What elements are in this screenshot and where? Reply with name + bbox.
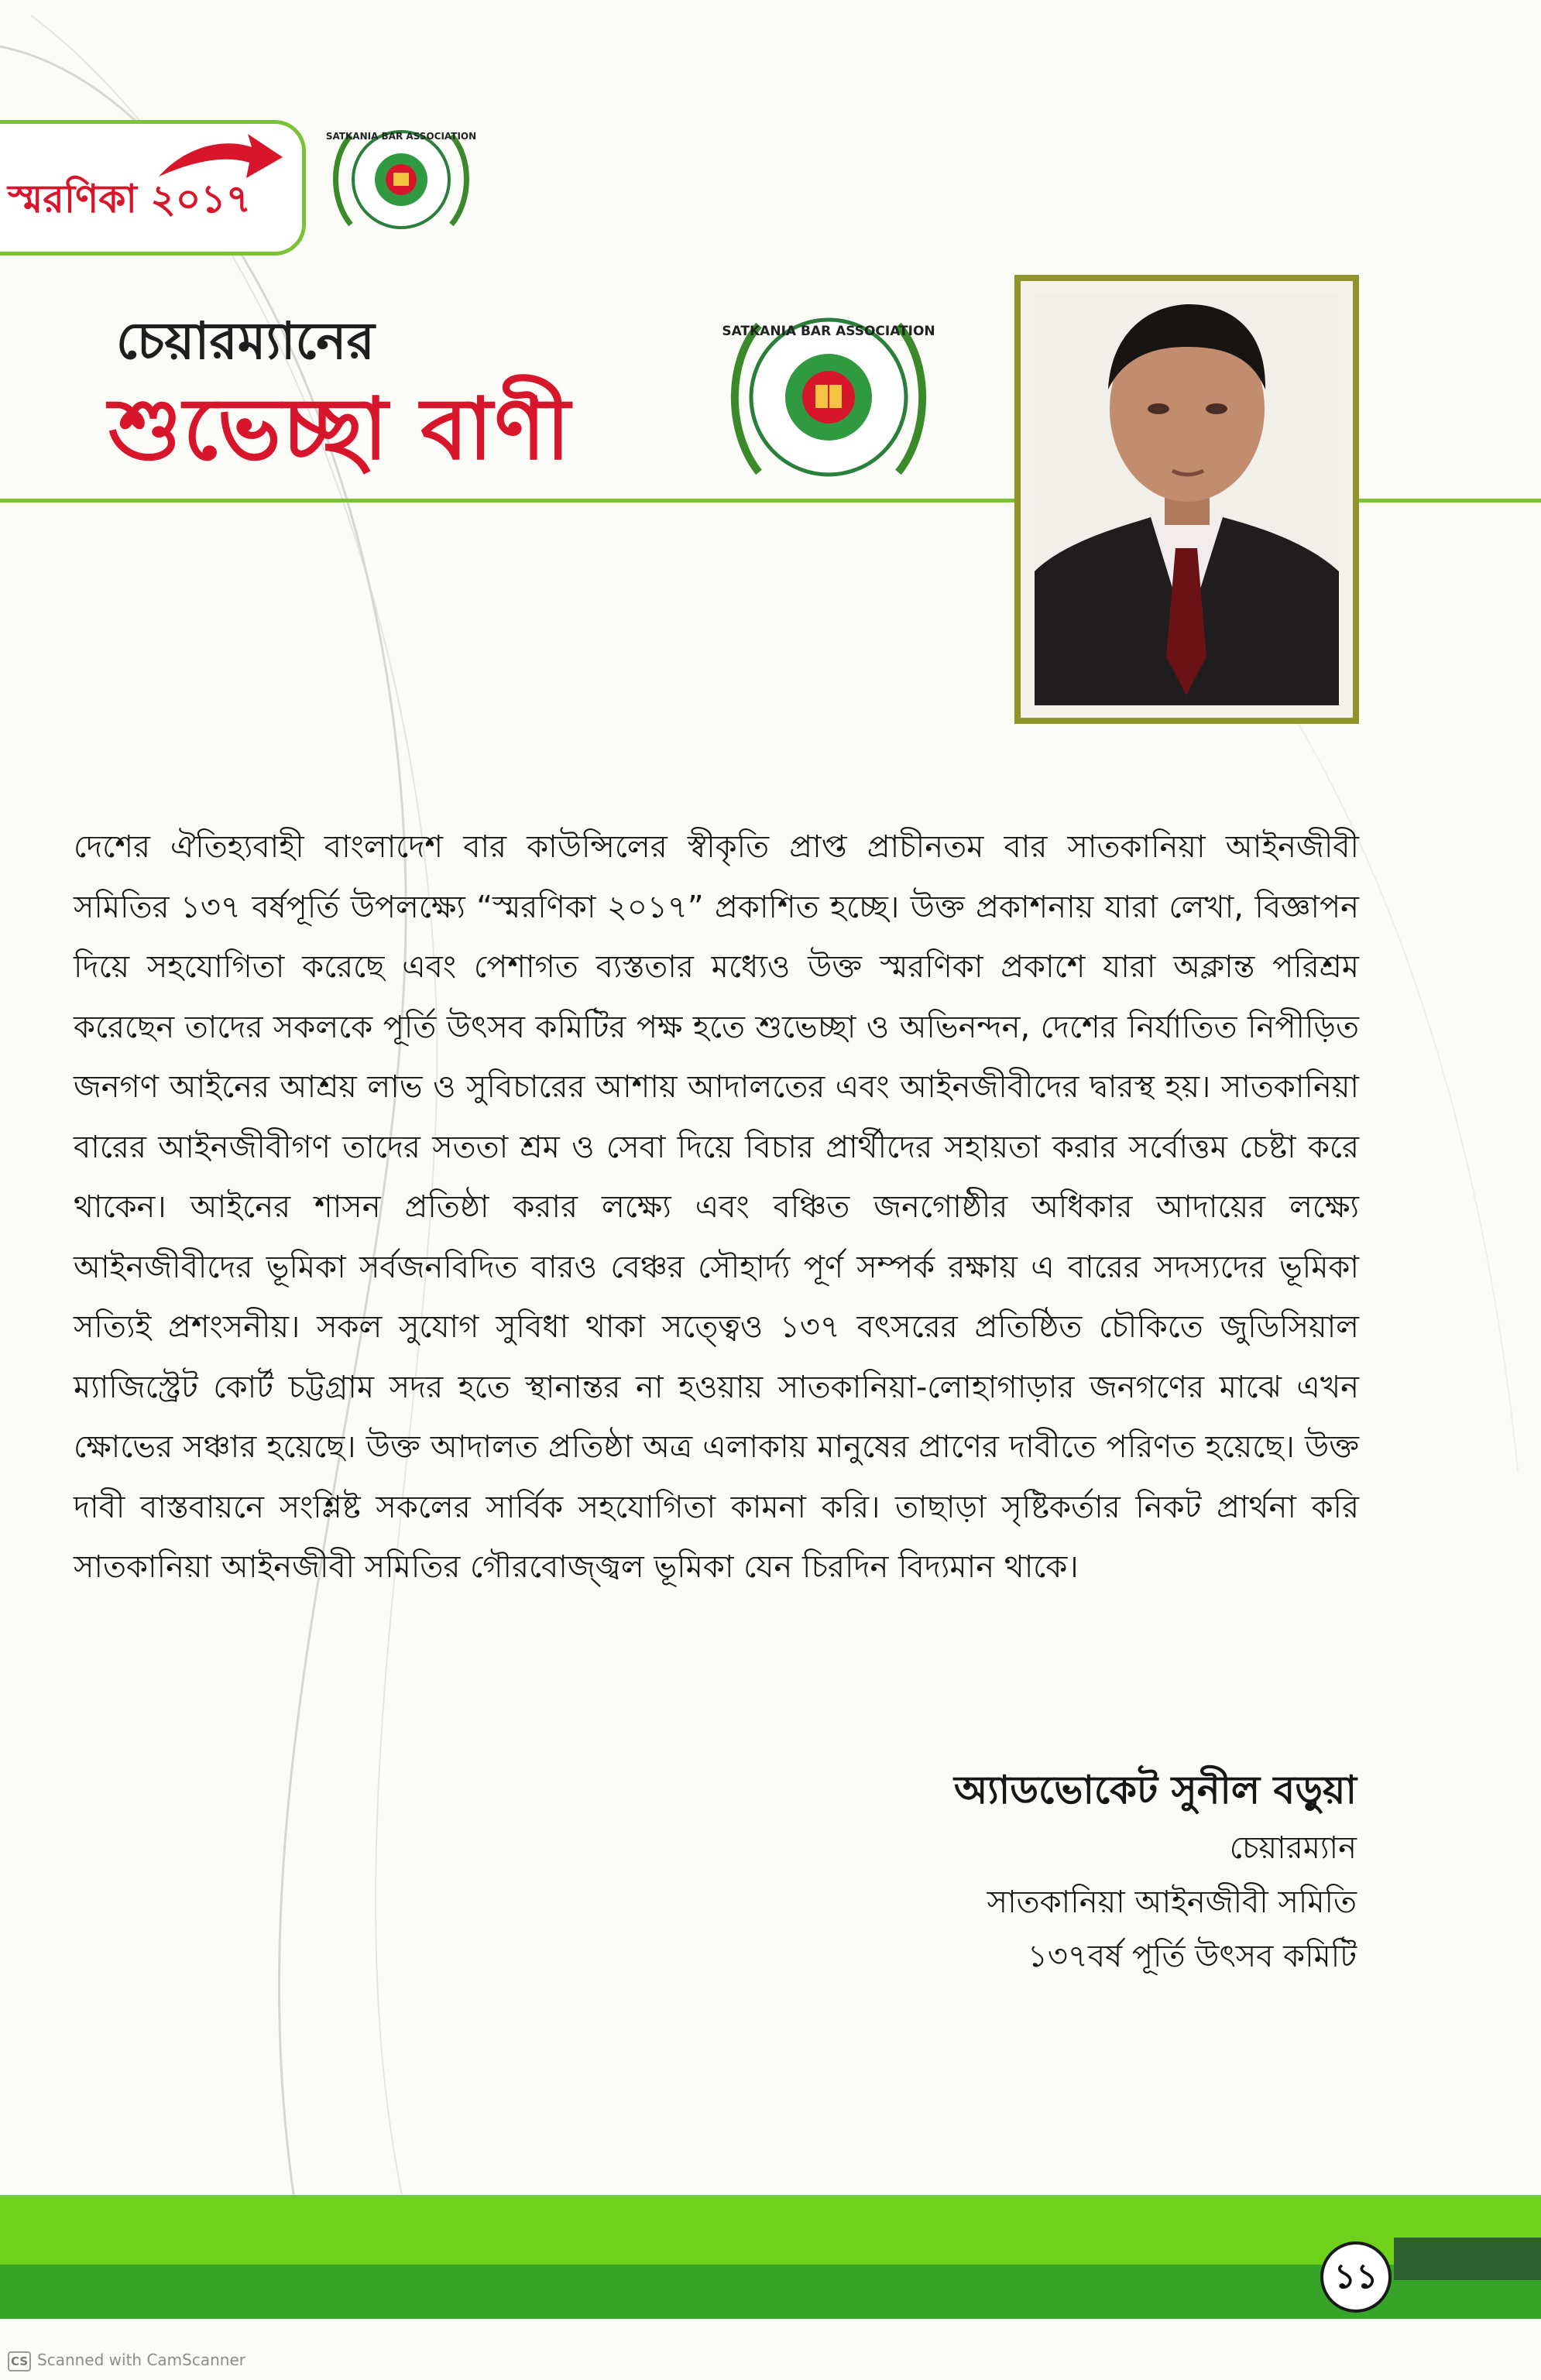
svg-text:SATKANIA BAR ASSOCIATION: SATKANIA BAR ASSOCIATION — [325, 131, 477, 142]
signatory-name: অ্যাডভোকেট সুনীল বড়ুয়া — [954, 1768, 1357, 1812]
page-number: ১১ — [1320, 2241, 1392, 2313]
svg-text:SATKANIA BAR ASSOCIATION: SATKANIA BAR ASSOCIATION — [722, 324, 935, 339]
heading-title: শুভেচ্ছা বাণী — [108, 379, 572, 478]
portrait-frame — [1014, 275, 1359, 724]
souvenir-badge — [0, 120, 306, 255]
message-body: দেশের ঐতিহ্যবাহী বাংলাদেশ বার কাউন্সিলের স্বীকৃতি প্রাপ্ত প্রাচীনতম বার সাতকানিয়া আইনজীবী সমিতির ১৩৭ বর্ষপূর্তি উপলক্ষ্যে “স্মরণিকা ২০১৭” প্রকাশিত হচ্ছে। উক্ত প্রকাশনায় যারা লেখা, বিজ্ঞাপন দিয়ে সহযোগিতা করেছে এবং পেশাগত ব্যস্ততার মধ্যেও উক্ত স্মরণিকা প্রকাশে যারা অক্লান্ত পরিশ্রম করেছেন তাদের সকলকে পূর্তি উৎসব কমিটির পক্ষ হতে শুভেচ্ছা ও অভিনন্দন, দেশের নির্যাতিত নিপীড়িত জনগণ আইনের আশ্রয় লাভ ও সুবিচারের আশায় আদালতের এবং আইনজীবীদের দ্বারস্থ হয়। সাতকানিয়া বারের আইনজীবীগণ তাদের সততা শ্রম ও সেবা দিয়ে বিচার প্রার্থীদের সহায়তা করার সর্বোত্তম চেষ্টা করে থাকেন। আইনের শাসন প্রতিষ্ঠা করার লক্ষ্যে এবং বঞ্চিত জনগোষ্ঠীর অধিকার আদায়ের লক্ষ্যে আইনজীবীদের ভূমিকা সর্বজনবিদিত বারও বেঞ্চর সৌহার্দ্য পূর্ণ সম্পর্ক রক্ষায় এ বারের সদস্যদের ভূমিকা সত্যিই প্রশংসনীয়। সকল সুযোগ সুবিধা থাকা সত্ত্বেও ১৩৭ বৎসরের প্রতিষ্ঠিত চৌকিতে জুডিসিয়াল ম্যাজিস্ট্রেট কোর্ট চট্টগ্রাম সদর হতে স্থানান্তর না হওয়ায় সাতকানিয়া-লোহাগাড়ার জনগণের মাঝে এখন ক্ষোভের সঞ্চার হয়েছে। উক্ত আদালত প্রতিষ্ঠা অত্র এলাকায় মানুষের প্রাণের দাবীতে পরিণত হয়েছে। উক্ত দাবী বাস্তবায়নে সংশ্লিষ্ট সকলের সার্বিক সহযোগিতা কামনা করি। তাছাড়া সৃষ্টিকর্তার নিকট প্রার্থনা করি সাতকানিয়া আইনজীবী সমিতির গৌরবোজ্জ্বল ভূমিকা যেন চিরদিন বিদ্যমান থাকে। — [74, 829, 1359, 1585]
bar-association-logo-large — [716, 298, 941, 492]
souvenir-badge-text: স্মরণিকা ২০১৭ — [8, 176, 252, 221]
signatory-title: চেয়ারম্যান — [1229, 1830, 1357, 1866]
scanner-note-text: Scanned with CamScanner — [37, 2351, 245, 2369]
footer-band — [0, 2195, 1541, 2334]
heading-subtitle: চেয়ারম্যানের — [116, 310, 375, 371]
bar-association-logo-small — [324, 116, 479, 240]
signature-block — [954, 1759, 1357, 1984]
camscanner-icon: CS — [8, 2351, 31, 2371]
scanner-watermark — [8, 2351, 245, 2371]
signatory-committee: ১৩৭বর্ষ পূর্তি উৎসব কমিটি — [1027, 1939, 1357, 1974]
chairman-portrait — [1035, 293, 1339, 705]
signatory-organization: সাতকানিয়া আইনজীবী সমিতি — [987, 1884, 1357, 1920]
